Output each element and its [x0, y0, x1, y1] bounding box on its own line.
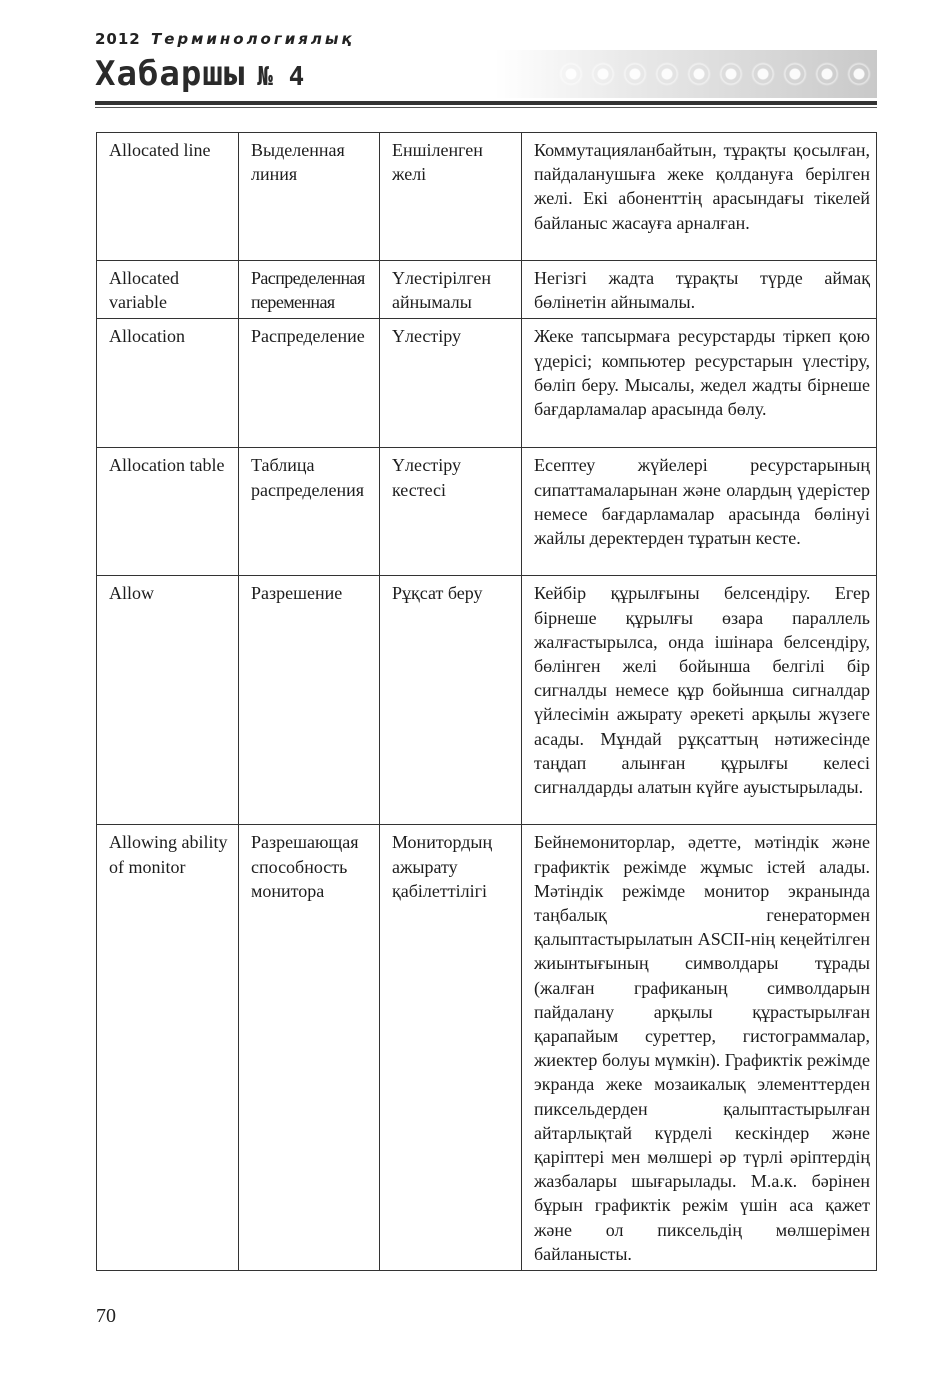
term-english: Allocated variable	[97, 261, 239, 319]
journal-series: Терминологиялық	[150, 30, 355, 48]
term-kazakh: Үлестіру кестесі	[380, 448, 522, 576]
header-rule	[95, 101, 877, 105]
journal-year: 2012	[95, 30, 141, 48]
term-kazakh: Монитордың ажырату қабілеттілігі	[380, 825, 522, 1271]
term-definition: Бейнемониторлар, әдетте, мәтіндік және графиктік режімде жұмыс істей алады. Мәтіндік режімде монитор экранында таңбалық генератормен қалыптастырылатын ASCII-нің кеңейтілген жиынтығының символдары тұрады (жалған графиканың символдарын пайдалану арқылы құрастырылған қарапайым суреттер, гистограммалар, жиектер болуы мүмкін). Графиктік режімде экранда жеке мозаикалық элементтерден пиксельдерден қалыптастырылған айтарлықтай күрделі кескіндер және қаріптері мен мөлшері әр түрлі әріптердің жазбалары шығарылады. М.а.к. бәрінен бұрын графиктік режім үшін аса қажет және ол пиксельдің мөлшерімен байланысты.	[522, 825, 877, 1271]
term-english: Allocation table	[97, 448, 239, 576]
term-kazakh: Рұқсат беру	[380, 576, 522, 825]
term-english: Allowing ability of monitor	[97, 825, 239, 1271]
term-russian: Таблица распределения	[239, 448, 380, 576]
term-kazakh: Еншіленген желі	[380, 133, 522, 261]
journal-title: Хабаршы	[95, 54, 246, 94]
ornament-pattern-icon	[555, 58, 875, 90]
table-row	[97, 825, 877, 1271]
term-definition: Коммутацияланбайтын, тұрақты қосылған, пайдаланушыға жеке қолдануға берілген желі. Екі абоненттің арасындағы тікелей байланыс жасауға арналған.	[522, 133, 877, 261]
term-definition: Негізгі жадта тұрақты түрде аймақ бөлінетін айнымалы.	[522, 261, 877, 319]
running-header	[95, 28, 877, 113]
page-number: 70	[96, 1305, 116, 1327]
header-rule-thin	[95, 107, 877, 108]
term-russian: Распределенная переменная	[239, 261, 380, 319]
term-russian: Выделенная линия	[239, 133, 380, 261]
table-row	[97, 133, 877, 261]
term-russian: Разрешение	[239, 576, 380, 825]
term-definition: Есептеу жүйелері ресурстарының сипаттамаларынан және олардың үдерістер немесе бағдарламалар арасында бөлінуі жайлы деректерден тұратын кесте.	[522, 448, 877, 576]
journal-series-line	[95, 30, 355, 48]
term-kazakh: Үлестіру	[380, 319, 522, 448]
journal-issue: № 4	[257, 62, 305, 92]
term-definition: Жеке тапсырмаға ресурстарды тіркеп қою үдерісі; компьютер ресурстарын үлестіру, бөліп беру. Мысалы, жедел жадты бірнеше бағдарламалар арасында бөлу.	[522, 319, 877, 448]
terminology-table	[96, 132, 877, 1271]
term-definition: Кейбір құрылғыны белсендіру. Егер бірнеше құрылғы өзара параллель жалғастырылса, онда ішінара белсендіру, бөлінген желі бойынша белгілі бір сигналды немесе құр бойынша сигналдар үйлесімін ажырату әрекеті арқылы жүзеге асады. Мұндай рұқсаттың нәтижесінде таңдап алынған құрылғы келесі сигналдарды алатын күйге ауыстырылады.	[522, 576, 877, 825]
term-english: Allow	[97, 576, 239, 825]
term-kazakh: Үлестірілген айнымалы	[380, 261, 522, 319]
term-russian: Разрешающая способность монитора	[239, 825, 380, 1271]
table-row	[97, 448, 877, 576]
term-russian: Распределение	[239, 319, 380, 448]
table-row	[97, 576, 877, 825]
term-english: Allocation	[97, 319, 239, 448]
table-row	[97, 319, 877, 448]
term-english: Allocated line	[97, 133, 239, 261]
table-row	[97, 261, 877, 319]
journal-title-line	[95, 54, 304, 94]
